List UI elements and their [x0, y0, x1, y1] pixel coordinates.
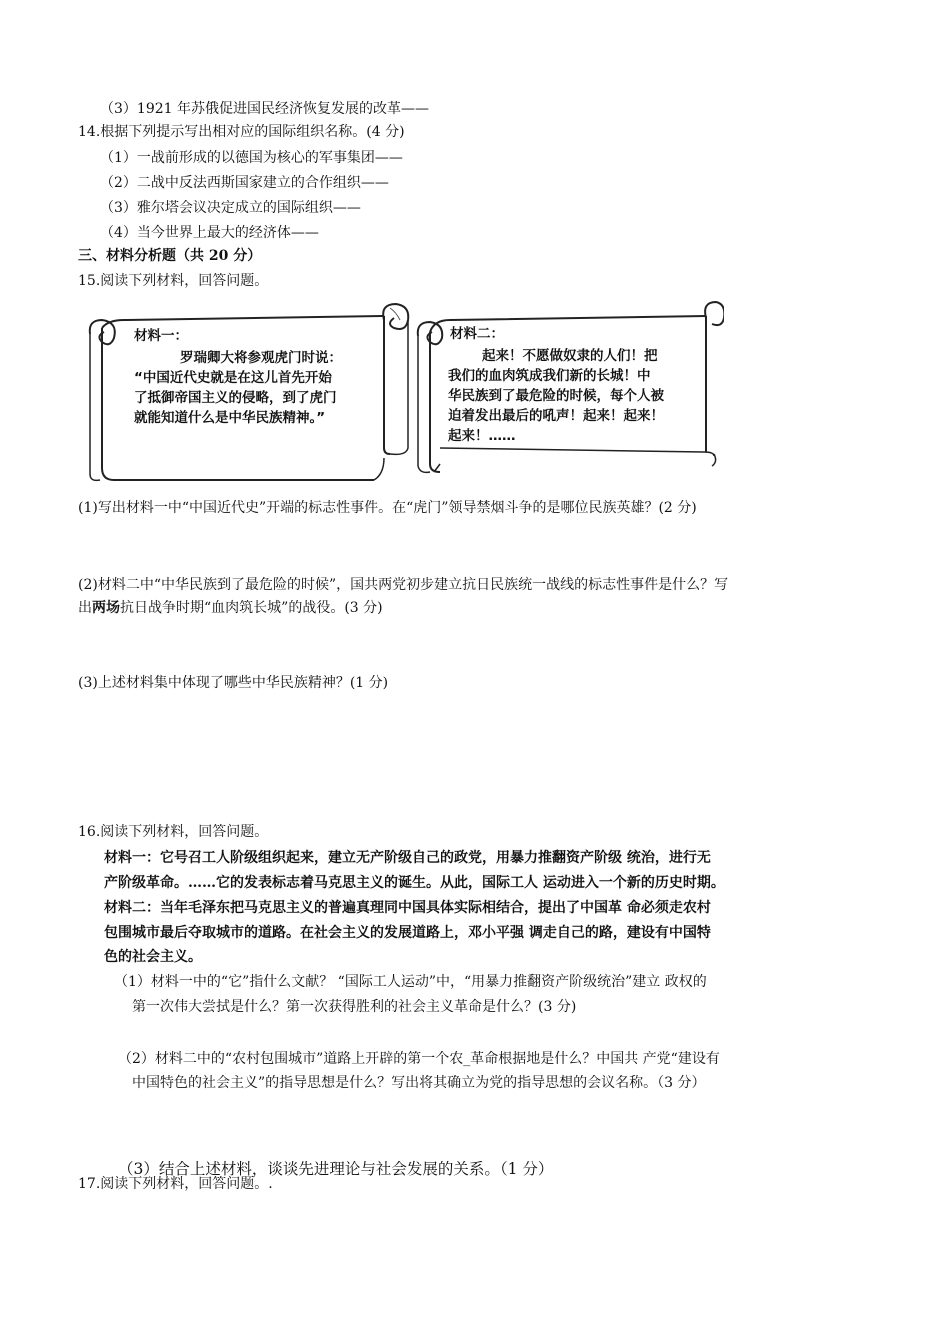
q15-question3: (3)上述材料集中体现了哪些中华民族精神？(1 分): [78, 675, 389, 691]
q15-question1: (1)写出材料一中“中国近代史”开端的标志性事件。在“虎门”领导禁烟斗争的是哪位民族英雄？(2 分): [78, 500, 697, 516]
q16-material-line: 产阶级革命。……它的发表标志着马克思主义的诞生。从此，国际工人 运动进入一个新的历史时期。: [104, 875, 725, 891]
q16-question1-line1: （1）材料一中的“它”指什么文献？ “国际工人运动”中，“用暴力推翻资产阶级统治”建立 政权的: [114, 974, 707, 990]
material2-line: 起来！不愿做奴隶的人们！把: [482, 348, 658, 364]
q16-material-line: 色的社会主义。: [104, 949, 202, 965]
material1-line: 罗瑞卿大将参观虎门时说：: [180, 350, 342, 366]
q16-material-line: 包围城市最后夺取城市的道路。在社会主义的发展道路上，邓小平强 调走自己的路，建设有中国特: [104, 925, 711, 941]
q15-q2-post: 抗日战争时期“血肉筑长城”的战役。(3 分): [120, 600, 383, 616]
material1-line: 就能知道什么是中华民族精神。”: [134, 410, 326, 426]
material2-line: 我们的血肉筑成我们新的长城！中: [448, 368, 651, 384]
q14-item2: （2）二战中反法西斯国家建立的合作组织——: [100, 175, 389, 191]
material2-label: 材料二：: [450, 326, 504, 342]
q15-q2-emphasis: 两场: [92, 600, 120, 616]
material1-label: 材料一：: [134, 328, 188, 344]
material2-line: 迫着发出最后的吼声！起来！起来！: [448, 408, 664, 424]
q16-material-line: 材料二：当年毛泽东把马克思主义的普遍真理同中国具体实际相结合，提出了中国革 命必须走农村: [104, 900, 711, 916]
material1-line: 了抵御帝国主义的侵略，到了虎门: [134, 390, 337, 406]
q14-item1: （1）一战前形成的以德国为核心的军事集团——: [100, 150, 403, 166]
q16-question3: （3）结合上述材料，谈谈先进理论与社会发展的关系。（1 分）: [118, 1160, 554, 1178]
q14-item3: （3）雅尔塔会议决定成立的国际组织——: [100, 200, 361, 216]
q16-stem: 16.阅读下列材料，回答问题。: [78, 824, 269, 840]
material2-scroll: [414, 296, 724, 476]
material1-scroll: [84, 298, 414, 484]
q16-question2-line2: 中国特色的社会主义”的指导思想是什么？写出将其确立为党的指导思想的会议名称。（3 分）: [132, 1075, 706, 1091]
q16-question2-line1: （2）材料二中的“农村包围城市”道路上开辟的第一个农_革命根据地是什么？中国共 产党“建设有: [118, 1051, 720, 1067]
q16-material-line: 材料一：它号召工人阶级组织起来，建立无产阶级自己的政党，用暴力推翻资产阶级 统治，进行无: [104, 850, 711, 866]
material2-line: 华民族到了最危险的时候，每个人被: [448, 388, 664, 404]
q15-stem: 15.阅读下列材料，回答问题。: [78, 273, 269, 289]
material2-line: 起来！……: [448, 428, 516, 444]
q17-stem: 17.阅读下列材料，回答问题。.: [78, 1176, 273, 1192]
q14-stem: 14.根据下列提示写出相对应的国际组织名称。(4 分): [78, 124, 405, 140]
q15-question2-line1: (2)材料二中“中华民族到了最危险的时候”，国共两党初步建立抗日民族统一战线的标志性事件是什么？写: [78, 577, 729, 593]
q13-item3: （3）1921 年苏俄促进国民经济恢复发展的改革——: [100, 101, 429, 117]
q16-question1-line2: 第一次伟大尝拭是什么？第一次获得胜利的社会主义革命是什么？(3 分): [132, 999, 577, 1015]
q15-question2-line2: [78, 598, 383, 618]
q14-item4: （4）当今世界上最大的经济体——: [100, 225, 319, 241]
section3-title: 三、材料分析题（共 20 分）: [78, 248, 262, 264]
material1-line: “中国近代史就是在这儿首先开始: [134, 370, 332, 386]
q15-q2-pre: 出: [78, 600, 92, 616]
